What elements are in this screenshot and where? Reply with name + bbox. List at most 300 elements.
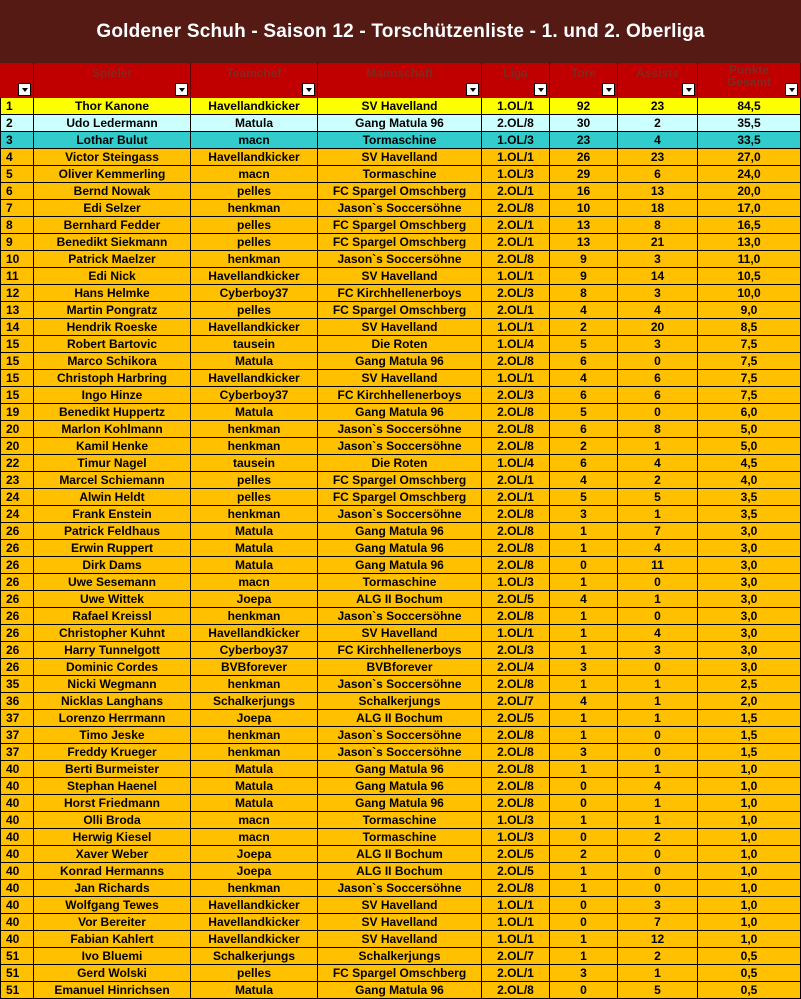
cell-rank: 6 <box>0 183 34 200</box>
cell-mannschaft: Schalkerjungs <box>318 948 482 965</box>
cell-mannschaft: FC Spargel Omschberg <box>318 489 482 506</box>
cell-rank: 7 <box>0 200 34 217</box>
table-row[interactable] <box>0 455 801 472</box>
table-row[interactable] <box>0 829 801 846</box>
cell-mannschaft: Die Roten <box>318 455 482 472</box>
cell-assists: 11 <box>618 557 698 574</box>
cell-tore: 4 <box>550 370 618 387</box>
cell-tore: 3 <box>550 744 618 761</box>
cell-liga: 1.OL/1 <box>482 625 550 642</box>
cell-teamchef: Matula <box>191 795 318 812</box>
cell-teamchef: Havellandkicker <box>191 370 318 387</box>
table-row[interactable] <box>0 234 801 251</box>
cell-rank: 40 <box>0 846 34 863</box>
cell-mannschaft: Gang Matula 96 <box>318 761 482 778</box>
table-row[interactable] <box>0 506 801 523</box>
cell-spieler: Lothar Bulut <box>34 132 191 149</box>
filter-dropdown-icon[interactable] <box>18 83 31 96</box>
cell-tore: 1 <box>550 880 618 897</box>
table-row[interactable] <box>0 880 801 897</box>
cell-assists: 2 <box>618 472 698 489</box>
cell-mannschaft: SV Havelland <box>318 370 482 387</box>
cell-rank: 15 <box>0 387 34 404</box>
cell-assists: 1 <box>618 438 698 455</box>
cell-liga: 2.OL/8 <box>482 557 550 574</box>
cell-rank: 1 <box>0 98 34 115</box>
table-row[interactable] <box>0 931 801 948</box>
cell-assists: 1 <box>618 795 698 812</box>
cell-liga: 1.OL/1 <box>482 149 550 166</box>
cell-punkte: 1,0 <box>698 846 801 863</box>
table-row[interactable] <box>0 863 801 880</box>
table-row[interactable] <box>0 914 801 931</box>
cell-punkte: 3,0 <box>698 625 801 642</box>
cell-liga: 1.OL/1 <box>482 268 550 285</box>
cell-punkte: 2,0 <box>698 693 801 710</box>
cell-assists: 4 <box>618 625 698 642</box>
cell-spieler: Victor Steingass <box>34 149 191 166</box>
cell-liga: 2.OL/8 <box>482 795 550 812</box>
filter-dropdown-icon[interactable] <box>175 83 188 96</box>
table-row[interactable] <box>0 336 801 353</box>
cell-liga: 2.OL/8 <box>482 421 550 438</box>
column-header-tore[interactable]: Tore <box>550 63 618 98</box>
table-row[interactable] <box>0 302 801 319</box>
cell-tore: 4 <box>550 472 618 489</box>
cell-spieler: Freddy Krueger <box>34 744 191 761</box>
table-row[interactable] <box>0 251 801 268</box>
cell-liga: 2.OL/1 <box>482 302 550 319</box>
cell-rank: 15 <box>0 336 34 353</box>
cell-mannschaft: FC Kirchhellenerboys <box>318 387 482 404</box>
table-row[interactable] <box>0 965 801 982</box>
cell-rank: 5 <box>0 166 34 183</box>
cell-spieler: Erwin Ruppert <box>34 540 191 557</box>
cell-liga: 2.OL/8 <box>482 778 550 795</box>
cell-teamchef: Joepa <box>191 710 318 727</box>
cell-assists: 7 <box>618 523 698 540</box>
column-header-teamchef[interactable]: Teamchef <box>191 63 318 98</box>
cell-teamchef: Schalkerjungs <box>191 948 318 965</box>
cell-liga: 2.OL/7 <box>482 693 550 710</box>
cell-mannschaft: Gang Matula 96 <box>318 353 482 370</box>
cell-liga: 2.OL/5 <box>482 591 550 608</box>
cell-liga: 2.OL/4 <box>482 659 550 676</box>
cell-teamchef: Joepa <box>191 591 318 608</box>
table-row[interactable] <box>0 98 801 115</box>
cell-spieler: Patrick Maelzer <box>34 251 191 268</box>
cell-teamchef: henkman <box>191 438 318 455</box>
cell-tore: 1 <box>550 676 618 693</box>
cell-tore: 1 <box>550 523 618 540</box>
cell-spieler: Marco Schikora <box>34 353 191 370</box>
table-row[interactable] <box>0 166 801 183</box>
filter-dropdown-icon[interactable] <box>302 83 315 96</box>
cell-liga: 2.OL/1 <box>482 183 550 200</box>
column-header-liga[interactable]: Liga <box>482 63 550 98</box>
filter-dropdown-icon[interactable] <box>602 83 615 96</box>
cell-rank: 10 <box>0 251 34 268</box>
cell-liga: 2.OL/5 <box>482 863 550 880</box>
cell-tore: 29 <box>550 166 618 183</box>
cell-mannschaft: SV Havelland <box>318 625 482 642</box>
cell-tore: 0 <box>550 982 618 999</box>
cell-punkte: 84,5 <box>698 98 801 115</box>
table-row[interactable] <box>0 948 801 965</box>
cell-tore: 1 <box>550 727 618 744</box>
cell-mannschaft: FC Spargel Omschberg <box>318 472 482 489</box>
column-header-punkte[interactable]: Punkte Gesamt <box>698 63 801 98</box>
cell-spieler: Uwe Wittek <box>34 591 191 608</box>
table-row[interactable] <box>0 778 801 795</box>
cell-punkte: 24,0 <box>698 166 801 183</box>
table-row[interactable] <box>0 370 801 387</box>
cell-liga: 1.OL/1 <box>482 98 550 115</box>
cell-teamchef: pelles <box>191 489 318 506</box>
cell-mannschaft: Gang Matula 96 <box>318 778 482 795</box>
cell-spieler: Timo Jeske <box>34 727 191 744</box>
cell-punkte: 4,0 <box>698 472 801 489</box>
table-row[interactable] <box>0 421 801 438</box>
cell-mannschaft: Jason`s Soccersöhne <box>318 608 482 625</box>
table-row[interactable] <box>0 523 801 540</box>
cell-tore: 13 <box>550 217 618 234</box>
cell-rank: 37 <box>0 744 34 761</box>
cell-rank: 13 <box>0 302 34 319</box>
cell-assists: 1 <box>618 591 698 608</box>
cell-mannschaft: Tormaschine <box>318 132 482 149</box>
cell-rank: 26 <box>0 591 34 608</box>
table-row[interactable] <box>0 897 801 914</box>
cell-tore: 4 <box>550 302 618 319</box>
cell-teamchef: pelles <box>191 302 318 319</box>
cell-liga: 2.OL/8 <box>482 744 550 761</box>
cell-rank: 26 <box>0 523 34 540</box>
cell-assists: 4 <box>618 778 698 795</box>
cell-assists: 5 <box>618 982 698 999</box>
cell-assists: 0 <box>618 404 698 421</box>
cell-spieler: Gerd Wolski <box>34 965 191 982</box>
cell-spieler: Dominic Cordes <box>34 659 191 676</box>
cell-tore: 16 <box>550 183 618 200</box>
page-title: Goldener Schuh - Saison 12 - Torschützenliste - 1. und 2. Oberliga <box>0 0 801 63</box>
cell-teamchef: macn <box>191 574 318 591</box>
table-row[interactable] <box>0 591 801 608</box>
cell-spieler: Hendrik Roeske <box>34 319 191 336</box>
cell-tore: 1 <box>550 948 618 965</box>
table-row[interactable] <box>0 676 801 693</box>
cell-mannschaft: Jason`s Soccersöhne <box>318 200 482 217</box>
cell-teamchef: Matula <box>191 404 318 421</box>
cell-assists: 0 <box>618 353 698 370</box>
cell-tore: 10 <box>550 200 618 217</box>
cell-assists: 8 <box>618 421 698 438</box>
cell-spieler: Herwig Kiesel <box>34 829 191 846</box>
cell-tore: 2 <box>550 319 618 336</box>
cell-liga: 1.OL/1 <box>482 931 550 948</box>
table-row[interactable] <box>0 659 801 676</box>
cell-assists: 1 <box>618 812 698 829</box>
cell-spieler: Christopher Kuhnt <box>34 625 191 642</box>
cell-spieler: Marlon Kohlmann <box>34 421 191 438</box>
cell-tore: 0 <box>550 897 618 914</box>
cell-spieler: Olli Broda <box>34 812 191 829</box>
cell-rank: 36 <box>0 693 34 710</box>
cell-tore: 3 <box>550 506 618 523</box>
cell-spieler: Nicki Wegmann <box>34 676 191 693</box>
cell-punkte: 10,5 <box>698 268 801 285</box>
table-row[interactable] <box>0 387 801 404</box>
cell-spieler: Lorenzo Herrmann <box>34 710 191 727</box>
table-row[interactable] <box>0 608 801 625</box>
table-row[interactable] <box>0 149 801 166</box>
cell-punkte: 1,0 <box>698 914 801 931</box>
column-header-rank[interactable] <box>0 63 34 98</box>
table-row[interactable] <box>0 727 801 744</box>
cell-punkte: 20,0 <box>698 183 801 200</box>
table-body <box>0 98 801 999</box>
table-row[interactable] <box>0 557 801 574</box>
cell-spieler: Nicklas Langhans <box>34 693 191 710</box>
table-row[interactable] <box>0 625 801 642</box>
cell-spieler: Alwin Heldt <box>34 489 191 506</box>
cell-liga: 2.OL/8 <box>482 523 550 540</box>
cell-punkte: 8,5 <box>698 319 801 336</box>
cell-tore: 30 <box>550 115 618 132</box>
cell-mannschaft: Jason`s Soccersöhne <box>318 880 482 897</box>
cell-assists: 20 <box>618 319 698 336</box>
cell-tore: 0 <box>550 557 618 574</box>
cell-punkte: 3,5 <box>698 489 801 506</box>
cell-teamchef: BVBforever <box>191 659 318 676</box>
table-row[interactable] <box>0 353 801 370</box>
cell-punkte: 7,5 <box>698 387 801 404</box>
cell-spieler: Fabian Kahlert <box>34 931 191 948</box>
cell-assists: 1 <box>618 710 698 727</box>
cell-punkte: 6,0 <box>698 404 801 421</box>
table-row[interactable] <box>0 795 801 812</box>
cell-liga: 1.OL/1 <box>482 897 550 914</box>
table-row[interactable] <box>0 574 801 591</box>
cell-mannschaft: Tormaschine <box>318 574 482 591</box>
cell-mannschaft: Jason`s Soccersöhne <box>318 506 482 523</box>
cell-mannschaft: FC Spargel Omschberg <box>318 217 482 234</box>
cell-mannschaft: ALG II Bochum <box>318 591 482 608</box>
cell-spieler: Xaver Weber <box>34 846 191 863</box>
cell-spieler: Bernd Nowak <box>34 183 191 200</box>
cell-liga: 1.OL/3 <box>482 812 550 829</box>
cell-spieler: Stephan Haenel <box>34 778 191 795</box>
cell-assists: 1 <box>618 965 698 982</box>
cell-rank: 40 <box>0 931 34 948</box>
cell-rank: 23 <box>0 472 34 489</box>
filter-dropdown-icon[interactable] <box>785 83 798 96</box>
cell-mannschaft: SV Havelland <box>318 149 482 166</box>
cell-punkte: 3,0 <box>698 642 801 659</box>
cell-spieler: Harry Tunnelgott <box>34 642 191 659</box>
cell-assists: 0 <box>618 574 698 591</box>
cell-spieler: Patrick Feldhaus <box>34 523 191 540</box>
cell-rank: 26 <box>0 625 34 642</box>
column-header-mannschaft[interactable]: Mannschaft <box>318 63 482 98</box>
cell-assists: 0 <box>618 863 698 880</box>
cell-teamchef: tausein <box>191 455 318 472</box>
cell-liga: 2.OL/1 <box>482 217 550 234</box>
table-row[interactable] <box>0 982 801 999</box>
cell-liga: 1.OL/4 <box>482 336 550 353</box>
cell-liga: 2.OL/8 <box>482 880 550 897</box>
cell-mannschaft: FC Spargel Omschberg <box>318 183 482 200</box>
cell-punkte: 0,5 <box>698 948 801 965</box>
cell-teamchef: macn <box>191 166 318 183</box>
cell-rank: 26 <box>0 557 34 574</box>
cell-tore: 0 <box>550 829 618 846</box>
column-header-assists[interactable]: Assists <box>618 63 698 98</box>
cell-mannschaft: SV Havelland <box>318 931 482 948</box>
scorer-table <box>0 63 801 999</box>
cell-mannschaft: FC Kirchhellenerboys <box>318 285 482 302</box>
cell-tore: 8 <box>550 285 618 302</box>
cell-punkte: 1,0 <box>698 880 801 897</box>
cell-rank: 51 <box>0 948 34 965</box>
filter-dropdown-icon[interactable] <box>466 83 479 96</box>
cell-teamchef: macn <box>191 132 318 149</box>
table-row[interactable] <box>0 812 801 829</box>
cell-assists: 4 <box>618 540 698 557</box>
cell-tore: 3 <box>550 965 618 982</box>
cell-spieler: Wolfgang Tewes <box>34 897 191 914</box>
cell-mannschaft: FC Spargel Omschberg <box>318 234 482 251</box>
cell-teamchef: tausein <box>191 336 318 353</box>
cell-assists: 21 <box>618 234 698 251</box>
cell-tore: 1 <box>550 761 618 778</box>
cell-mannschaft: Gang Matula 96 <box>318 115 482 132</box>
table-row[interactable] <box>0 183 801 200</box>
cell-rank: 26 <box>0 608 34 625</box>
cell-tore: 1 <box>550 625 618 642</box>
cell-teamchef: Joepa <box>191 863 318 880</box>
cell-liga: 2.OL/8 <box>482 676 550 693</box>
table-row[interactable] <box>0 489 801 506</box>
table-row[interactable] <box>0 642 801 659</box>
cell-assists: 1 <box>618 676 698 693</box>
table-row[interactable] <box>0 285 801 302</box>
cell-tore: 1 <box>550 540 618 557</box>
cell-tore: 9 <box>550 268 618 285</box>
cell-teamchef: Havellandkicker <box>191 268 318 285</box>
cell-liga: 2.OL/8 <box>482 727 550 744</box>
cell-punkte: 33,5 <box>698 132 801 149</box>
column-header-spieler[interactable]: Spieler <box>34 63 191 98</box>
table-row[interactable] <box>0 472 801 489</box>
cell-spieler: Thor Kanone <box>34 98 191 115</box>
table-row[interactable] <box>0 846 801 863</box>
cell-tore: 1 <box>550 710 618 727</box>
cell-spieler: Edi Nick <box>34 268 191 285</box>
cell-rank: 20 <box>0 421 34 438</box>
cell-tore: 6 <box>550 353 618 370</box>
cell-punkte: 1,5 <box>698 710 801 727</box>
table-row[interactable] <box>0 404 801 421</box>
cell-mannschaft: SV Havelland <box>318 897 482 914</box>
cell-spieler: Ingo Hinze <box>34 387 191 404</box>
cell-liga: 2.OL/1 <box>482 965 550 982</box>
table-row[interactable] <box>0 217 801 234</box>
cell-spieler: Kamil Henke <box>34 438 191 455</box>
cell-assists: 13 <box>618 183 698 200</box>
cell-punkte: 1,0 <box>698 761 801 778</box>
cell-rank: 40 <box>0 880 34 897</box>
filter-dropdown-icon[interactable] <box>534 83 547 96</box>
table-row[interactable] <box>0 268 801 285</box>
table-row[interactable] <box>0 744 801 761</box>
cell-teamchef: henkman <box>191 608 318 625</box>
cell-assists: 0 <box>618 744 698 761</box>
cell-punkte: 1,0 <box>698 863 801 880</box>
cell-liga: 2.OL/1 <box>482 489 550 506</box>
cell-tore: 6 <box>550 455 618 472</box>
cell-rank: 24 <box>0 506 34 523</box>
cell-spieler: Martin Pongratz <box>34 302 191 319</box>
table-row[interactable] <box>0 115 801 132</box>
table-row[interactable] <box>0 200 801 217</box>
cell-punkte: 13,0 <box>698 234 801 251</box>
table-row[interactable] <box>0 132 801 149</box>
cell-mannschaft: Tormaschine <box>318 829 482 846</box>
cell-rank: 40 <box>0 897 34 914</box>
cell-liga: 2.OL/3 <box>482 642 550 659</box>
cell-mannschaft: SV Havelland <box>318 98 482 115</box>
cell-teamchef: Joepa <box>191 846 318 863</box>
cell-spieler: Benedikt Huppertz <box>34 404 191 421</box>
cell-liga: 2.OL/3 <box>482 387 550 404</box>
table-row[interactable] <box>0 761 801 778</box>
cell-liga: 2.OL/8 <box>482 251 550 268</box>
cell-rank: 26 <box>0 659 34 676</box>
cell-spieler: Benedikt Siekmann <box>34 234 191 251</box>
cell-mannschaft: Jason`s Soccersöhne <box>318 744 482 761</box>
cell-spieler: Robert Bartovic <box>34 336 191 353</box>
cell-mannschaft: Tormaschine <box>318 166 482 183</box>
table-row[interactable] <box>0 540 801 557</box>
cell-assists: 0 <box>618 846 698 863</box>
cell-tore: 9 <box>550 251 618 268</box>
filter-dropdown-icon[interactable] <box>682 83 695 96</box>
table-row[interactable] <box>0 319 801 336</box>
cell-liga: 2.OL/7 <box>482 948 550 965</box>
cell-punkte: 27,0 <box>698 149 801 166</box>
table-row[interactable] <box>0 693 801 710</box>
cell-mannschaft: Jason`s Soccersöhne <box>318 438 482 455</box>
cell-rank: 51 <box>0 982 34 999</box>
cell-mannschaft: FC Spargel Omschberg <box>318 302 482 319</box>
table-row[interactable] <box>0 710 801 727</box>
cell-mannschaft: Tormaschine <box>318 812 482 829</box>
cell-assists: 8 <box>618 217 698 234</box>
cell-teamchef: henkman <box>191 744 318 761</box>
cell-assists: 6 <box>618 166 698 183</box>
cell-teamchef: Matula <box>191 982 318 999</box>
cell-punkte: 1,0 <box>698 778 801 795</box>
cell-teamchef: Matula <box>191 778 318 795</box>
cell-teamchef: Matula <box>191 115 318 132</box>
cell-tore: 1 <box>550 574 618 591</box>
cell-tore: 3 <box>550 659 618 676</box>
table-row[interactable] <box>0 438 801 455</box>
cell-mannschaft: Gang Matula 96 <box>318 523 482 540</box>
cell-rank: 20 <box>0 438 34 455</box>
table-header <box>0 63 801 98</box>
